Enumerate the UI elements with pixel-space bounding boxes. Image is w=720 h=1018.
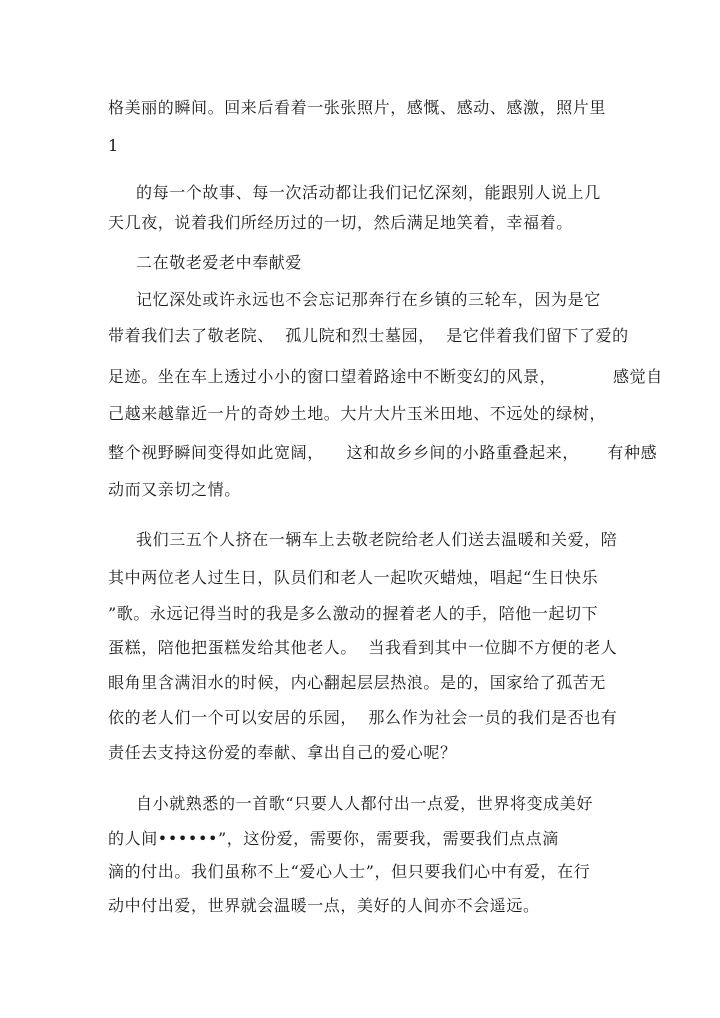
text-line: 动而又亲切之情。 — [108, 480, 241, 499]
section-heading: 二在敬老爱老中奉献爱 — [136, 253, 303, 272]
text-line: 蛋糕，陪他把蛋糕发给其他老人。 当我看到其中一位脚不方便的老人 — [108, 638, 618, 657]
text-line: 滴的付出。我们虽称不上“爱心人士”，但只要我们心中有爱，在行 — [108, 862, 591, 881]
page-number: 1 — [108, 136, 119, 155]
text-line: 其中两位老人过生日，队员们和老人一起吹灭蜡烛，唱起“生日快乐 — [108, 568, 599, 587]
text-line: 足迹。坐在车上透过小小的窗口望着路途中不断变幻的风景， 感觉自 — [108, 367, 663, 386]
text-line: 依的老人们一个可以安居的乐园， 那么作为社会一员的我们是否也有 — [108, 708, 618, 727]
text-line: 的每一个故事、每一次活动都让我们记忆深刻，能跟别人说上几 — [136, 183, 601, 202]
text-line: 责任去支持这份爱的奉献、拿出自己的爱心呢？ — [108, 743, 457, 762]
text-line: 整个视野瞬间变得如此宽阔， 这和故乡乡间的小路重叠起来， 有种感 — [108, 443, 658, 462]
text-line: ”歌。永远记得当时的我是多么激动的握着老人的手，陪他一起切下 — [108, 604, 599, 623]
text-line: 格美丽的瞬间。回来后看着一张张照片，感慨、感动、感激，照片里 — [108, 98, 607, 117]
text-line: 眼角里含满泪水的时候，内心翻起层层热浪。是的，国家给了孤苦无 — [108, 673, 607, 692]
text-line: 己越来越靠近一片的奇妙土地。大片大片玉米田地、不远处的绿树， — [108, 404, 607, 423]
text-line: 动中付出爱，世界就会温暖一点，美好的人间亦不会遥远。 — [108, 896, 540, 915]
text-line: 天几夜，说着我们所经历过的一切，然后满足地笑着，幸福着。 — [108, 213, 573, 232]
text-line: 我们三五个人挤在一辆车上去敬老院给老人们送去温暖和关爱，陪 — [136, 530, 618, 549]
text-line: 带着我们去了敬老院、 孤儿院和烈士墓园， 是它伴着我们留下了爱的 — [108, 326, 629, 345]
text-line: 的人间••••••”，这份爱，需要你，需要我，需要我们点点滴 — [108, 829, 559, 848]
text-line: 记忆深处或许永远也不会忘记那奔行在乡镇的三轮车，因为是它 — [136, 290, 601, 309]
text-line: 自小就熟悉的一首歌“只要人人都付出一点爱，世界将变成美好 — [136, 794, 593, 813]
